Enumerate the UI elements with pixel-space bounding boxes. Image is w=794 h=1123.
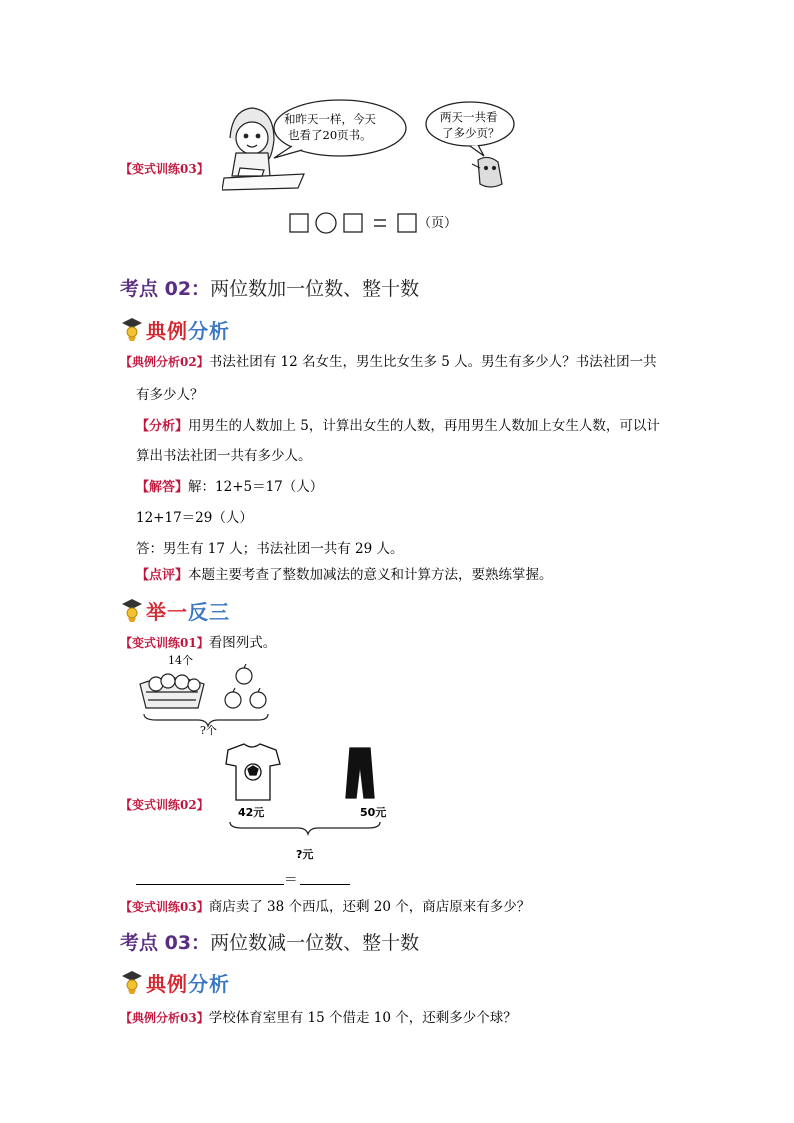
practice-text: 商店卖了 38 个西瓜，还剩 20 个，商店原来有多少？ bbox=[208, 899, 531, 915]
equals-sign: ＝ bbox=[284, 872, 298, 888]
practice-text: 看图列式。 bbox=[208, 635, 277, 651]
mortarboard-icon bbox=[120, 596, 144, 626]
banner-text-part2: 分析 bbox=[188, 319, 230, 343]
bubble-right-line2: 了多少页？ bbox=[442, 126, 500, 140]
practice-tag: 【变式训练01】 bbox=[120, 636, 209, 650]
heading-title: 两位数加一位数、整十数 bbox=[210, 278, 420, 300]
analysis-text: 用男生的人数加上 5，计算出女生的人数，再用男生人数加上女生人数，可以计 bbox=[188, 418, 660, 434]
section-heading-kaodian03 bbox=[120, 928, 419, 955]
example02-question-line2: 有多少人？ bbox=[136, 387, 204, 403]
equation-unit: （页） bbox=[418, 216, 458, 231]
answer-blank-expression[interactable] bbox=[136, 884, 284, 885]
question-text: 学校体育室里有 15 个借走 10 个，还剩多少个球？ bbox=[208, 1010, 517, 1026]
example02-answer-line2: 12+17＝29（人） bbox=[136, 510, 253, 526]
example02-analysis-line2: 算出书法社团一共有多少人。 bbox=[136, 448, 312, 464]
bubble-right-line1: 两天一共看 bbox=[440, 110, 498, 124]
heading-number: 考点 03： bbox=[120, 932, 211, 954]
practice-tag: 【变式训练02】 bbox=[120, 798, 209, 812]
practice-tag: 【变式训练03】 bbox=[120, 900, 209, 914]
example03-question bbox=[120, 1008, 517, 1028]
banner-text-part1: 典例 bbox=[146, 972, 188, 996]
answer-text: 解：12+5＝17（人） bbox=[188, 479, 324, 495]
example-tag: 【典例分析02】 bbox=[120, 355, 209, 369]
answer-tag: 【解答】 bbox=[136, 480, 189, 495]
example02-question-line1 bbox=[120, 352, 657, 372]
heading-title: 两位数减一位数、整十数 bbox=[210, 932, 420, 954]
example-tag: 【典例分析03】 bbox=[120, 1011, 209, 1025]
practice03-line bbox=[120, 897, 530, 917]
practice01-line bbox=[120, 633, 276, 653]
example02-comment bbox=[136, 565, 553, 586]
comment-tag: 【点评】 bbox=[136, 568, 189, 583]
practice02-illustration-clothes bbox=[222, 742, 388, 860]
analysis-tag: 【分析】 bbox=[136, 419, 189, 434]
example02-answer-line3: 答：男生有 17 人；书法社团一共有 29 人。 bbox=[136, 541, 404, 557]
price-shirt: 42元 bbox=[238, 806, 265, 819]
mortarboard-icon bbox=[120, 315, 144, 345]
price-total: ?元 bbox=[296, 848, 314, 861]
bubble-left-line2: 也看了20页书。 bbox=[288, 128, 372, 142]
banner-text-part2: 反三 bbox=[188, 600, 230, 624]
bubble-left-line1: 和昨天一样，今天 bbox=[284, 112, 376, 126]
answer-blank-result[interactable] bbox=[300, 884, 350, 885]
heading-number: 考点 02： bbox=[120, 278, 211, 300]
practice01-label-bottom: ?个 bbox=[200, 724, 217, 737]
question-text: 书法社团有 12 名女生，男生比女生多 5 人。男生有多少人？书法社团一共 bbox=[208, 354, 657, 370]
banner-text-part1: 举一 bbox=[146, 600, 188, 624]
example02-analysis-line1 bbox=[136, 416, 660, 437]
practice01-label-top: 14个 bbox=[168, 654, 193, 667]
practice-tag: 【变式训练03】 bbox=[120, 162, 209, 176]
section-heading-kaodian02 bbox=[120, 274, 419, 301]
mortarboard-icon bbox=[120, 968, 144, 998]
price-pants: 50元 bbox=[360, 806, 387, 819]
banner-text-part1: 典例 bbox=[146, 319, 188, 343]
example02-answer-line1 bbox=[136, 477, 323, 498]
banner-text-part2: 分析 bbox=[188, 972, 230, 996]
comment-text: 本题主要考查了整数加减法的意义和计算方法，要熟练掌握。 bbox=[188, 567, 553, 583]
